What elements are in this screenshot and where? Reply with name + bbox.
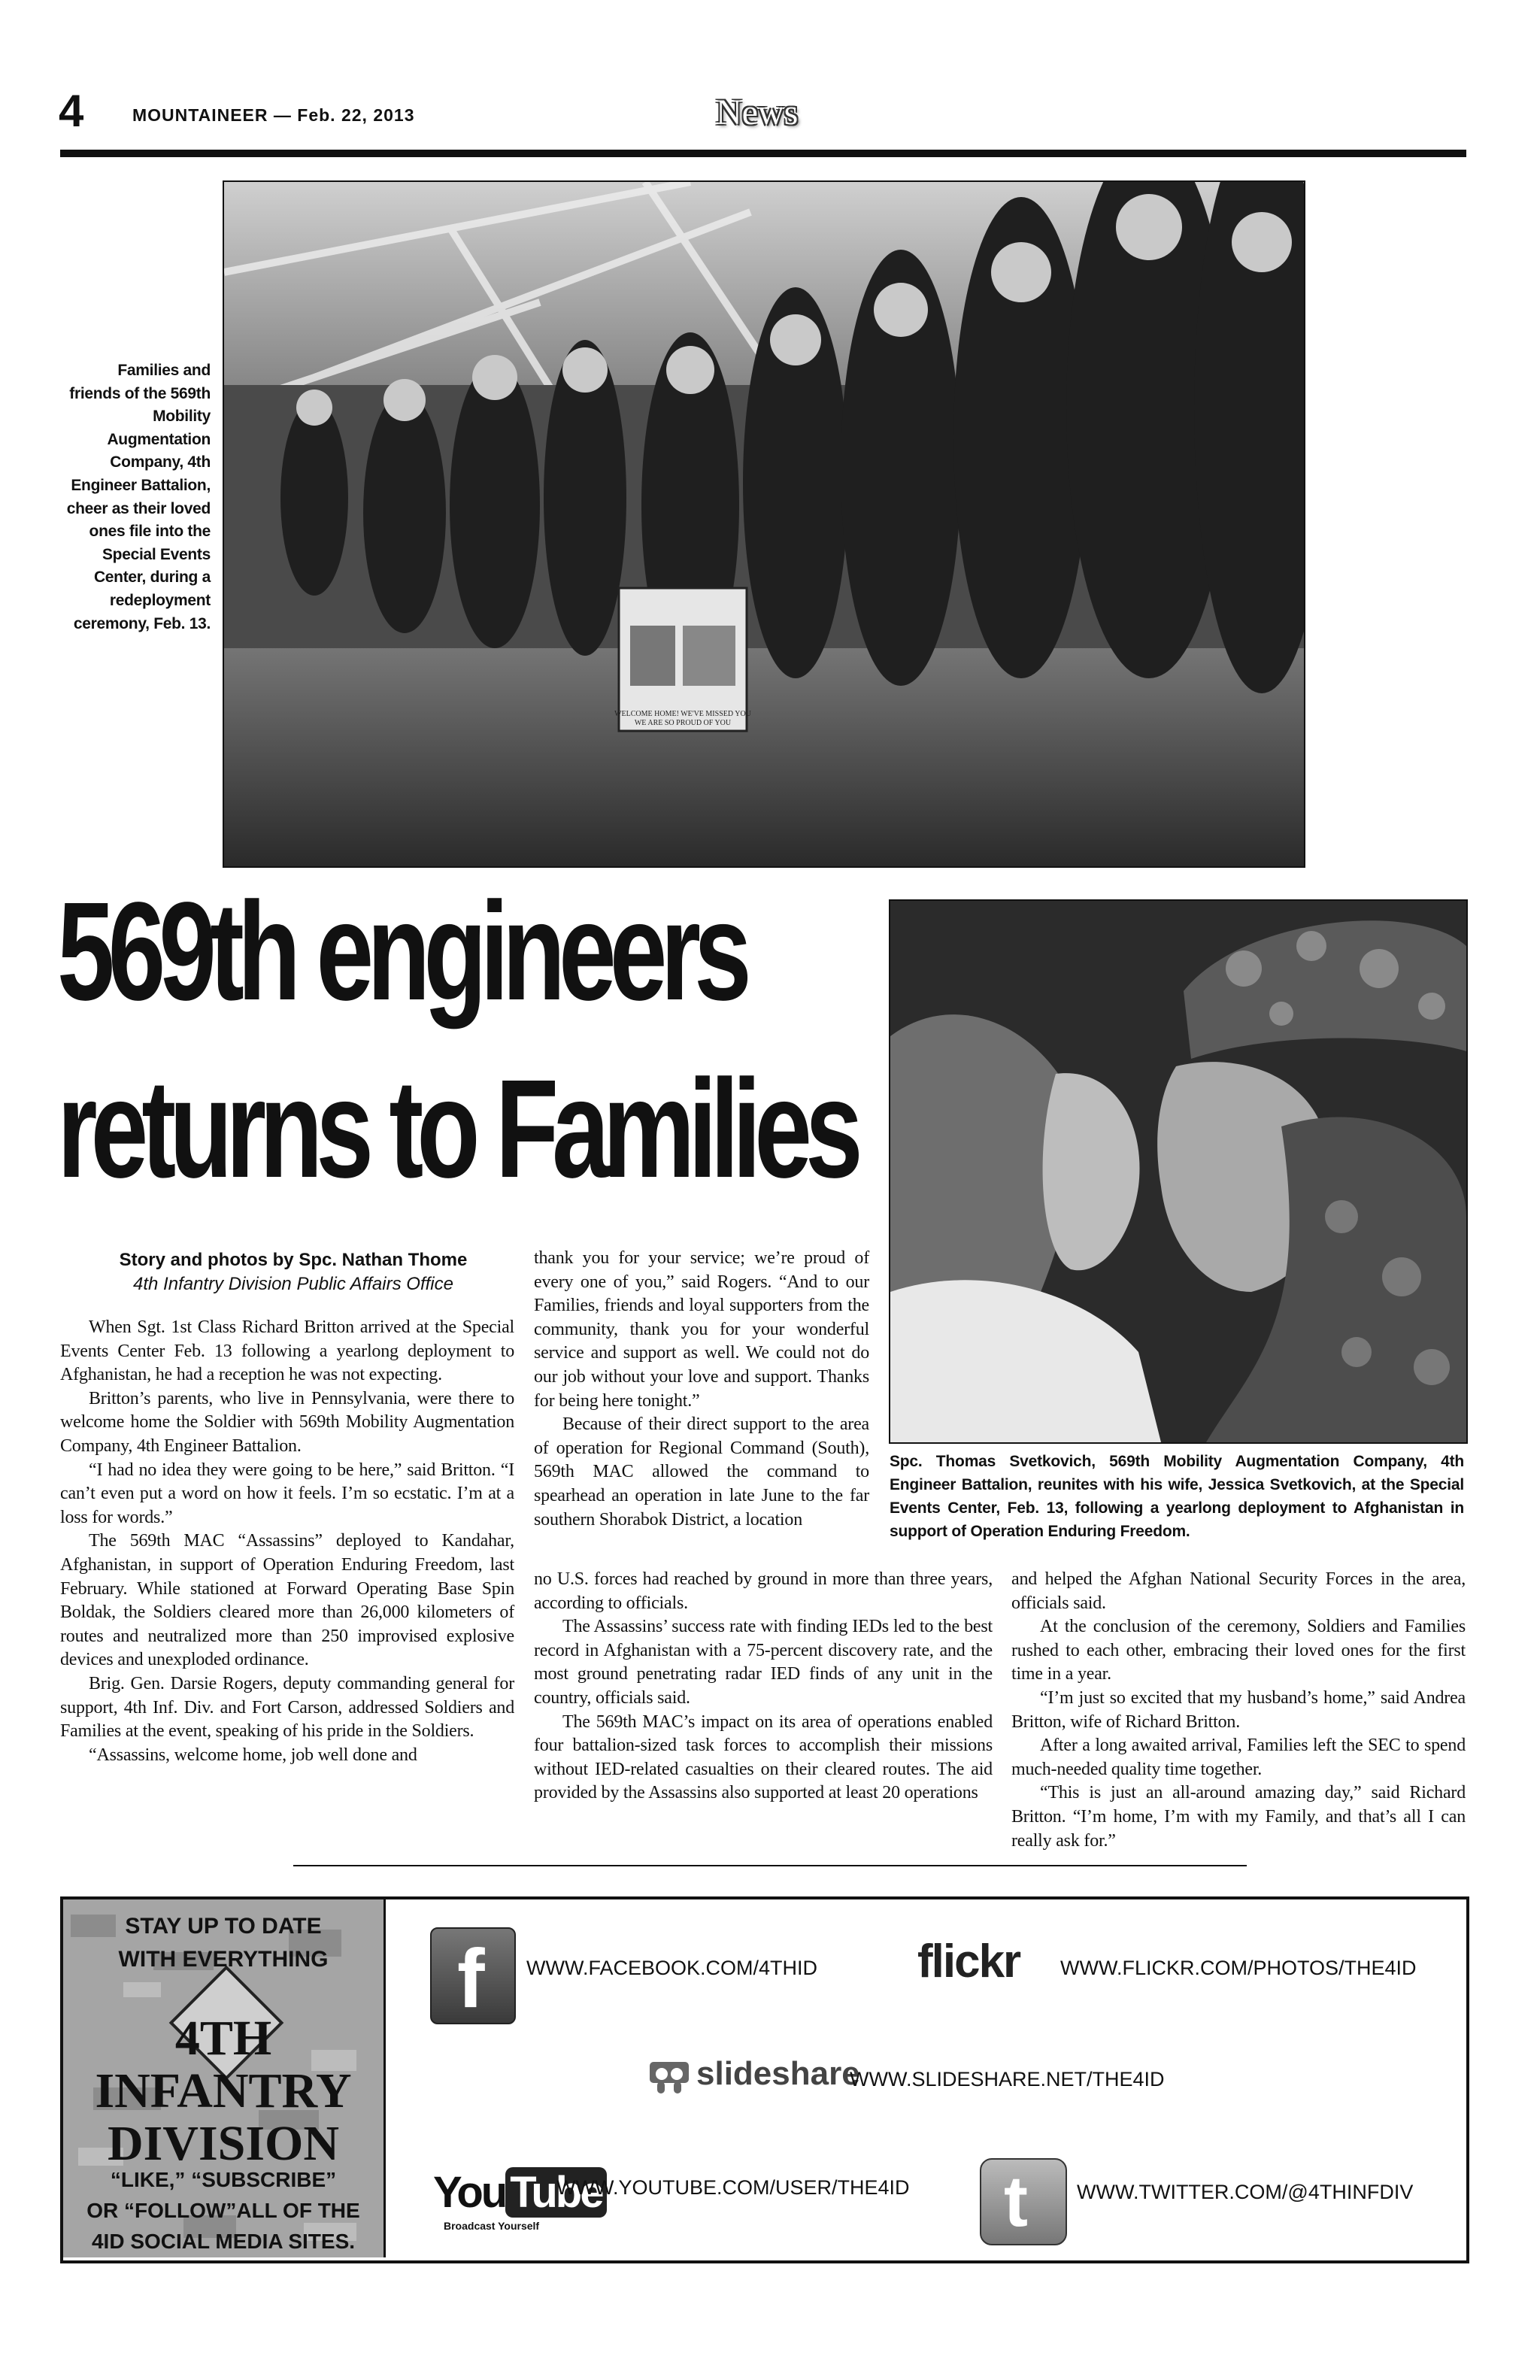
slideshare-logo: slideshare <box>696 2055 860 2092</box>
youtube-logo-you: You <box>433 2168 506 2217</box>
crowd-photo <box>223 180 1305 868</box>
ad-like-line-3: 4ID SOCIAL MEDIA SITES. <box>91 2230 356 2253</box>
article-end-rule <box>293 1865 1247 1866</box>
paragraph: Brig. Gen. Darsie Rogers, deputy commanding general for support, 4th Inf. Div. and Fort Carson, addressed Soldiers and Families at the event, speaking of his pride in the Soldiers. <box>60 1673 514 1742</box>
header-rule <box>60 150 1466 157</box>
flickr-url[interactable]: WWW.FLICKR.COM/PHOTOS/THE4ID <box>1060 1957 1417 1979</box>
article-column-2-top <box>534 1247 869 1532</box>
paragraph: “I had no idea they were going to be here,” said Britton. “I can’t even put a word on how it feels. I’m so ecstatic. I’m at a loss for words.” <box>60 1460 514 1527</box>
twitter-icon[interactable]: t <box>980 2158 1067 2245</box>
headline <box>57 863 856 1218</box>
youtube-tagline: Broadcast Yourself <box>444 2220 540 2232</box>
reunion-photo-caption: Spc. Thomas Svetkovich, 569th Mobility Augmentation Company, 4th Engineer Battalion, reunites with his wife, Jessica Svetkovich, at the Special Events Center, Feb. 13, following a yearlong deployment to Afghanistan in support of Operation Enduring Freedom. <box>890 1453 1464 1540</box>
paragraph: thank you for your service; we’re proud of every one of you,” said Rogers. “And to our Families, friends and loyal supporters from the community, thank you for your wonderful service and support as well. We could not do our job without your love and support. Thanks for being here tonight.” <box>534 1248 869 1411</box>
article-column-2-bottom <box>534 1568 993 1805</box>
youtube-logo-tube: Tube <box>505 2167 606 2218</box>
paragraph: Because of their direct support to the area of operation for Regional Command (South), 569th MAC allowed the command to spearhead an operation in late June to the far southern Shorabok District, a location <box>534 1414 869 1530</box>
ad-like-line-1: “LIKE,” “SUBSCRIBE” <box>110 2168 337 2191</box>
paragraph: “This is just an all-around amazing day,” said Richard Britton. “I’m home, I’m with my Family, and that’s all I can really ask for.” <box>1011 1783 1466 1851</box>
byline <box>60 1248 526 1296</box>
slideshare-url[interactable]: WWW.SLIDESHARE.NET/THE4ID <box>850 2068 1165 2090</box>
reunion-photo <box>889 899 1468 1444</box>
ad-division-name <box>63 2012 383 2170</box>
paragraph: “Assassins, welcome home, job well done and <box>89 1745 417 1765</box>
facebook-url[interactable]: WWW.FACEBOOK.COM/4THID <box>526 1957 818 1979</box>
paragraph: The Assassins’ success rate with finding IEDs led to the best record in Afghanistan with a 75-percent discovery rate, and the most ground penetrating radar IED finds of any unit in the country, officials said. <box>534 1617 993 1708</box>
crowd-photo-art <box>224 182 1304 866</box>
ad-stay-line-2: WITH EVERYTHING <box>118 1947 329 1972</box>
ad-division-line-2: DIVISION <box>107 2116 340 2171</box>
paragraph: and helped the Afghan National Security Forces in the area, officials said. <box>1011 1569 1466 1613</box>
top-photo-caption: Families and friends of the 569th Mobility Augmentation Company, 4th Engineer Battalion, cheer as their loved ones file into the Special Events Center, during a redeployment ceremony, Feb. 13. <box>66 362 211 632</box>
paragraph: Britton’s parents, who live in Pennsylvania, were there to welcome home the Soldier with 569th Mobility Augmentation Company, 4th Engineer Battalion. <box>60 1388 514 1456</box>
paragraph: “I’m just so excited that my husband’s home,” said Andrea Britton, wife of Richard Britton. <box>1011 1687 1466 1732</box>
paragraph: When Sgt. 1st Class Richard Britton arrived at the Special Events Center Feb. 13 following a yearlong deployment to Afghanistan, he had a reception he was not expecting. <box>60 1317 514 1385</box>
byline-office: 4th Infantry Division Public Affairs Office <box>133 1274 453 1294</box>
ad-like-line-2: OR “FOLLOW”ALL OF THE <box>86 2199 360 2222</box>
article-column-1 <box>60 1316 514 1767</box>
twitter-url[interactable]: WWW.TWITTER.COM/@4THINFDIV <box>1077 2181 1414 2203</box>
section-title: News <box>716 92 799 132</box>
ad-left-panel <box>63 1899 386 2257</box>
headline-line-1: 569th engineers <box>57 874 745 1029</box>
ad-stay-line-1: STAY UP TO DATE <box>125 1914 322 1939</box>
sign-line-1: WELCOME HOME! WE'VE MISSED YOU <box>614 710 751 718</box>
flickr-logo: flickr <box>917 1936 1020 1987</box>
sign-line-2: WE ARE SO PROUD OF YOU <box>634 719 732 727</box>
paragraph: no U.S. forces had reached by ground in more than three years, according to officials. <box>534 1569 993 1613</box>
paragraph: The 569th MAC’s impact on its area of operations enabled four battalion-sized task forces to accomplish their missions without IED-related casualties on their cleared routes. The aid provided by the Assassins also supported at least 20 operations <box>534 1711 993 1803</box>
masthead-date: MOUNTAINEER — Feb. 22, 2013 <box>132 105 415 125</box>
ad-like-text <box>63 2164 383 2257</box>
ad-stay-up-text <box>63 1910 383 1976</box>
reunion-photo-art <box>890 901 1466 1442</box>
headline-line-2: returns to Families <box>57 1051 856 1207</box>
article-column-3 <box>1011 1568 1466 1853</box>
slideshare-icon <box>648 2060 690 2095</box>
page-number: 4 <box>59 86 84 136</box>
ad-division-line-1: 4TH INFANTRY <box>95 2011 352 2118</box>
paragraph: After a long awaited arrival, Families left the SEC to spend much-needed quality time together. <box>1011 1736 1466 1779</box>
facebook-icon[interactable]: f <box>430 1927 516 2024</box>
paragraph: At the conclusion of the ceremony, Soldiers and Families rushed to each other, embracing their loved ones for the first time in a year. <box>1011 1617 1466 1684</box>
youtube-url[interactable]: WWW.YOUTUBE.COM/USER/THE4ID <box>556 2176 910 2199</box>
paragraph: The 569th MAC “Assassins” deployed to Kandahar, Afghanistan, in support of Operation Enduring Freedom, last February. While stationed at Forward Operating Base Spin Boldak, the Soldiers cleared more than 26,000 kilometers of routes and neutralized more than 250 improvised explosive devices and unexploded ordinance. <box>60 1531 514 1670</box>
byline-author: Story and photos by Spc. Nathan Thome <box>119 1250 468 1270</box>
